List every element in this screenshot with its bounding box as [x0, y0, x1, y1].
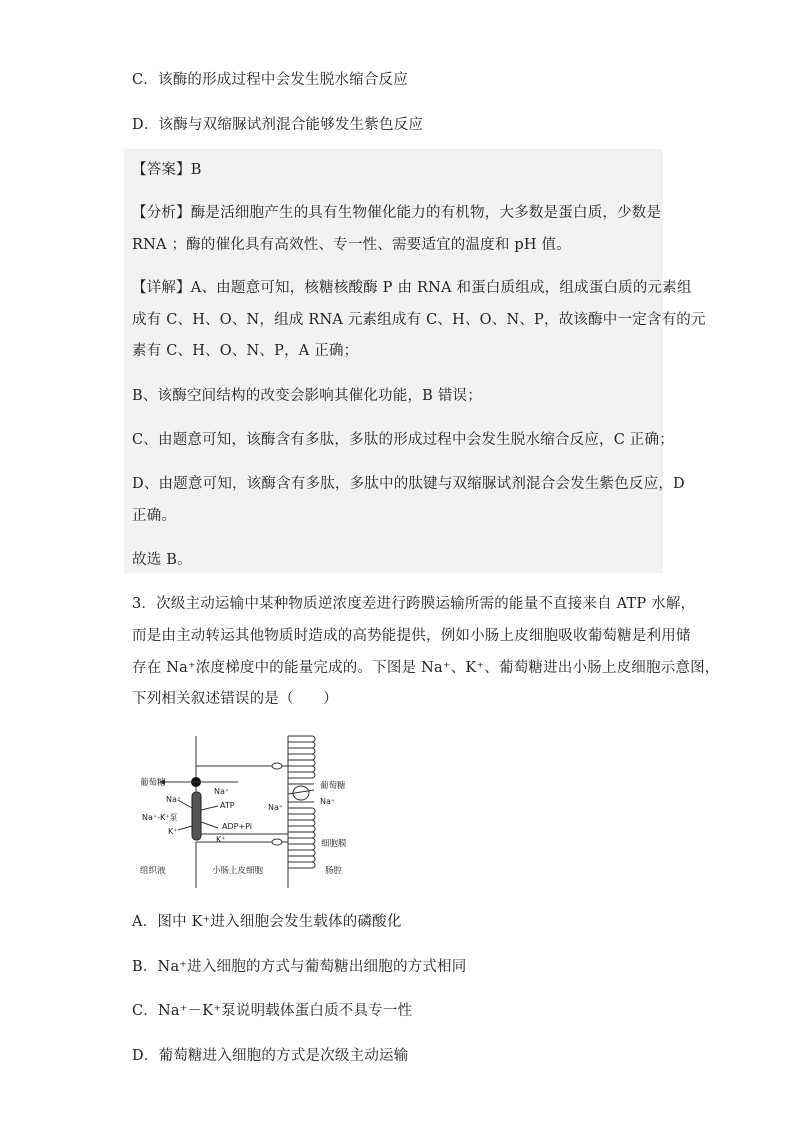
label-membrane: 细胞膜 — [321, 839, 347, 849]
question3-stem-3: 存在 Na⁺浓度梯度中的能量完成的。下图是 Na⁺、K⁺、葡萄糖进出小肠上皮细胞示意图， — [132, 660, 720, 676]
question3-option-a: A．图中 K⁺进入细胞会发生载体的磷酸化 — [132, 914, 402, 930]
label-na-left: Na⁺ — [166, 795, 182, 804]
label-tissue-fluid: 组织液 — [140, 866, 166, 876]
question3-option-c: C．Na⁺－K⁺泵说明载体蛋白质不具专一性 — [132, 1003, 413, 1019]
detail-line-2: 成有 C、H、O、N，组成 RNA 元素组成有 C、H、O、N、P，故该酶中一定含有的元 — [132, 312, 706, 328]
label-cell: 小肠上皮细胞 — [212, 866, 264, 876]
question3-stem-2: 而是由主动转运其他物质时造成的高势能提供，例如小肠上皮细胞吸收葡萄糖是利用储 — [132, 628, 691, 644]
label-pump: Na⁺-K⁺泵 — [142, 813, 178, 822]
tight-junction — [272, 763, 282, 769]
option-c-text: C．该酶的形成过程中会发生脱水缩合反应 — [132, 72, 408, 88]
detail-c-line: C、由题意可知，该酶含有多肽，多肽的形成过程中会发生脱水缩合反应，C 正确； — [132, 432, 674, 448]
question3-option-d: D．葡萄糖进入细胞的方式是次级主动运输 — [132, 1048, 409, 1064]
label-k-inner: K⁺ — [216, 835, 226, 844]
label-na-right-out: Na⁺ — [320, 797, 336, 806]
label-glucose-right: 葡萄糖 — [320, 781, 346, 791]
na-k-pump — [192, 792, 201, 840]
label-na-right-in: Na⁺ — [268, 803, 284, 812]
detail-d-line-1: D、由题意可知，该酶含有多肽，多肽中的肽键与双缩脲试剂混合会发生紫色反应，D — [132, 476, 685, 492]
detail-d-line-2: 正确。 — [132, 508, 177, 524]
conclusion-line: 故选 B。 — [132, 552, 192, 568]
option-d-text: D．该酶与双缩脲试剂混合能够发生紫色反应 — [132, 117, 424, 133]
label-atp: ATP — [220, 801, 235, 810]
label-glucose-left: 葡萄糖 — [140, 778, 166, 788]
analysis-line-2: RNA ；酶的催化具有高效性、专一性、需要适宜的温度和 pH 值。 — [132, 237, 571, 253]
detail-line-3: 素有 C、H、O、N、P，A 正确； — [132, 343, 359, 359]
question3-stem-1: 3．次级主动运输中某种物质逆浓度差进行跨膜运输所需的能量不直接来自 ATP 水解， — [132, 596, 696, 612]
question3-option-b: B．Na⁺进入细胞的方式与葡萄糖出细胞的方式相同 — [132, 959, 467, 975]
label-adp-pi: ADP+Pi — [222, 822, 253, 831]
transport-diagram — [138, 730, 360, 888]
answer-line: 【答案】B — [132, 162, 202, 178]
label-k-left: K⁺ — [168, 827, 178, 836]
detail-line-1: 【详解】A、由题意可知，核糖核酸酶 P 由 RNA 和蛋白质组成，组成蛋白质的元素组 — [132, 280, 692, 296]
tight-junction-lower — [272, 839, 282, 845]
label-lumen: 肠腔 — [325, 866, 343, 876]
detail-b-line: B、该酶空间结构的改变会影响其催化功能，B 错误； — [132, 388, 482, 404]
label-na-inner: Na⁺ — [214, 787, 230, 796]
question3-stem-4: 下列相关叙述错误的是（ ） — [132, 691, 338, 707]
analysis-line-1: 【分析】酶是活细胞产生的具有生物催化能力的有机物，大多数是蛋白质，少数是 — [132, 205, 662, 221]
